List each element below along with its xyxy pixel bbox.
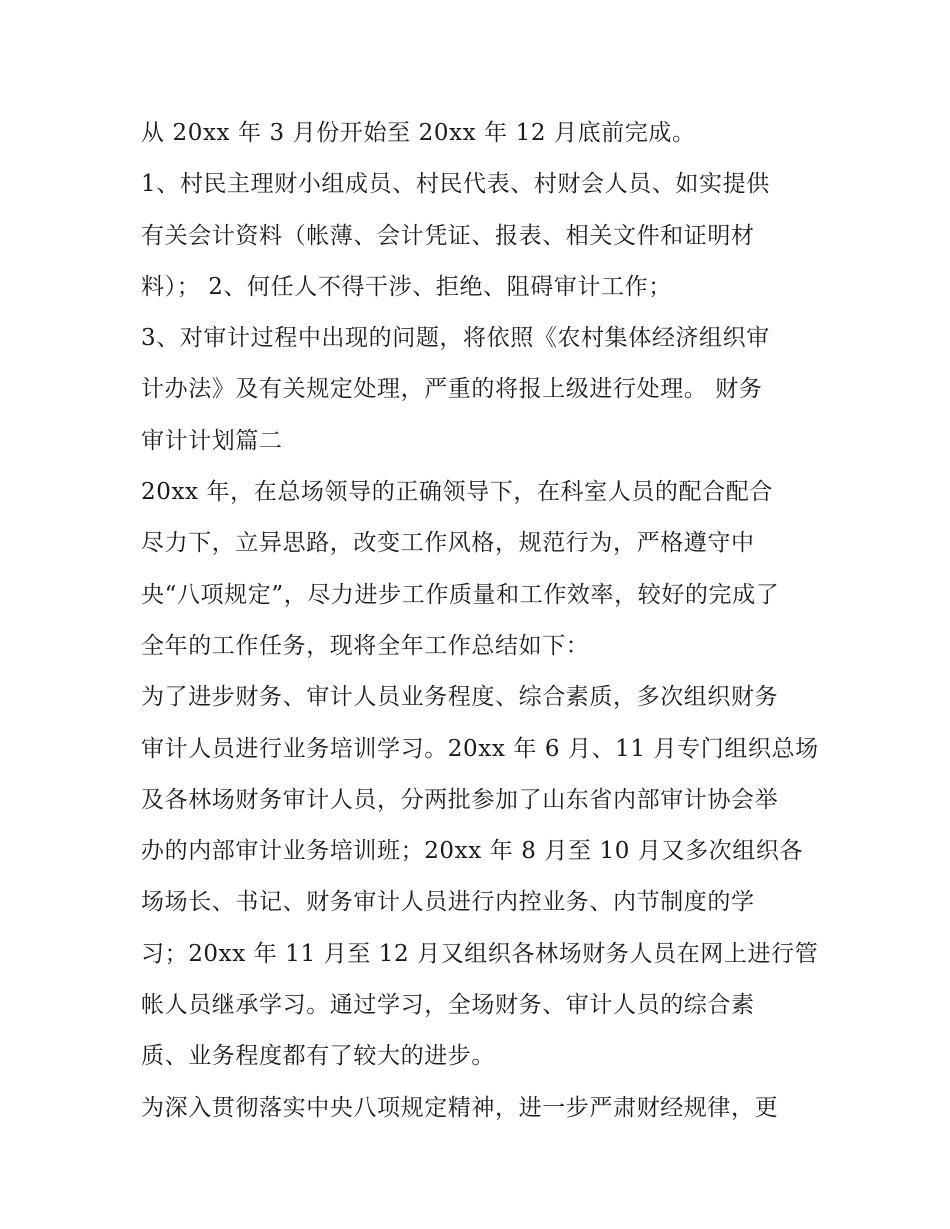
text-line: 1、村民主理财小组成员、村民代表、村财会人员、如实提供 — [141, 171, 770, 198]
text-line: 3、对审计过程中出现的问题，将依照《农村集体经济组织审 — [141, 325, 770, 352]
text-line: 20xx 年，在总场领导的正确领导下，在科室人员的配合配合 — [141, 479, 773, 506]
text-line: 帐人员继承学习。通过学习，全场财务、审计人员的综合素 — [141, 992, 755, 1019]
document-body — [141, 108, 821, 1134]
text-line: 尽力下，立异思路，改变工作风格，规范行为，严格遵守中 — [141, 530, 755, 557]
text-line: 为了进步财务、审计人员业务程度、综合素质，多次组织财务 — [141, 684, 779, 711]
text-line: 计办法》及有关规定处理，严重的将报上级进行处理。 财务 — [141, 376, 763, 403]
text-line: 央“八项规定”，尽力进步工作质量和工作效率，较好的完成了 — [141, 581, 780, 608]
text-line: 办的内部审计业务培训班；20xx 年 8 月至 10 月又多次组织各 — [141, 838, 804, 865]
text-line: 场场长、书记、财务审计人员进行内控业务、内节制度的学 — [141, 889, 755, 916]
text-line: 审计人员进行业务培训学习。20xx 年 6 月、11 月专门组织总场 — [141, 735, 819, 762]
text-line: 及各林场财务审计人员，分两批参加了山东省内部审计协会举 — [141, 786, 779, 813]
text-line: 习；20xx 年 11 月至 12 月又组织各林场财务人员在网上进行管 — [141, 940, 819, 967]
text-line: 为深入贯彻落实中央八项规定精神，进一步严肃财经规律，更 — [141, 1094, 779, 1121]
text-line: 料）； 2、何任人不得干涉、拒绝、阻碍审计工作； — [141, 273, 672, 300]
text-line: 有关会计资料（帐薄、会计凭证、报表、相关文件和证明材 — [141, 222, 755, 249]
text-line: 全年的工作任务，现将全年工作总结如下： — [141, 632, 590, 659]
text-line: 质、业务程度都有了较大的进步。 — [141, 1043, 495, 1070]
section-heading: 审计计划篇二 — [141, 427, 283, 454]
text-line: 从 20xx 年 3 月份开始至 20xx 年 12 月底前完成。 — [141, 120, 696, 146]
